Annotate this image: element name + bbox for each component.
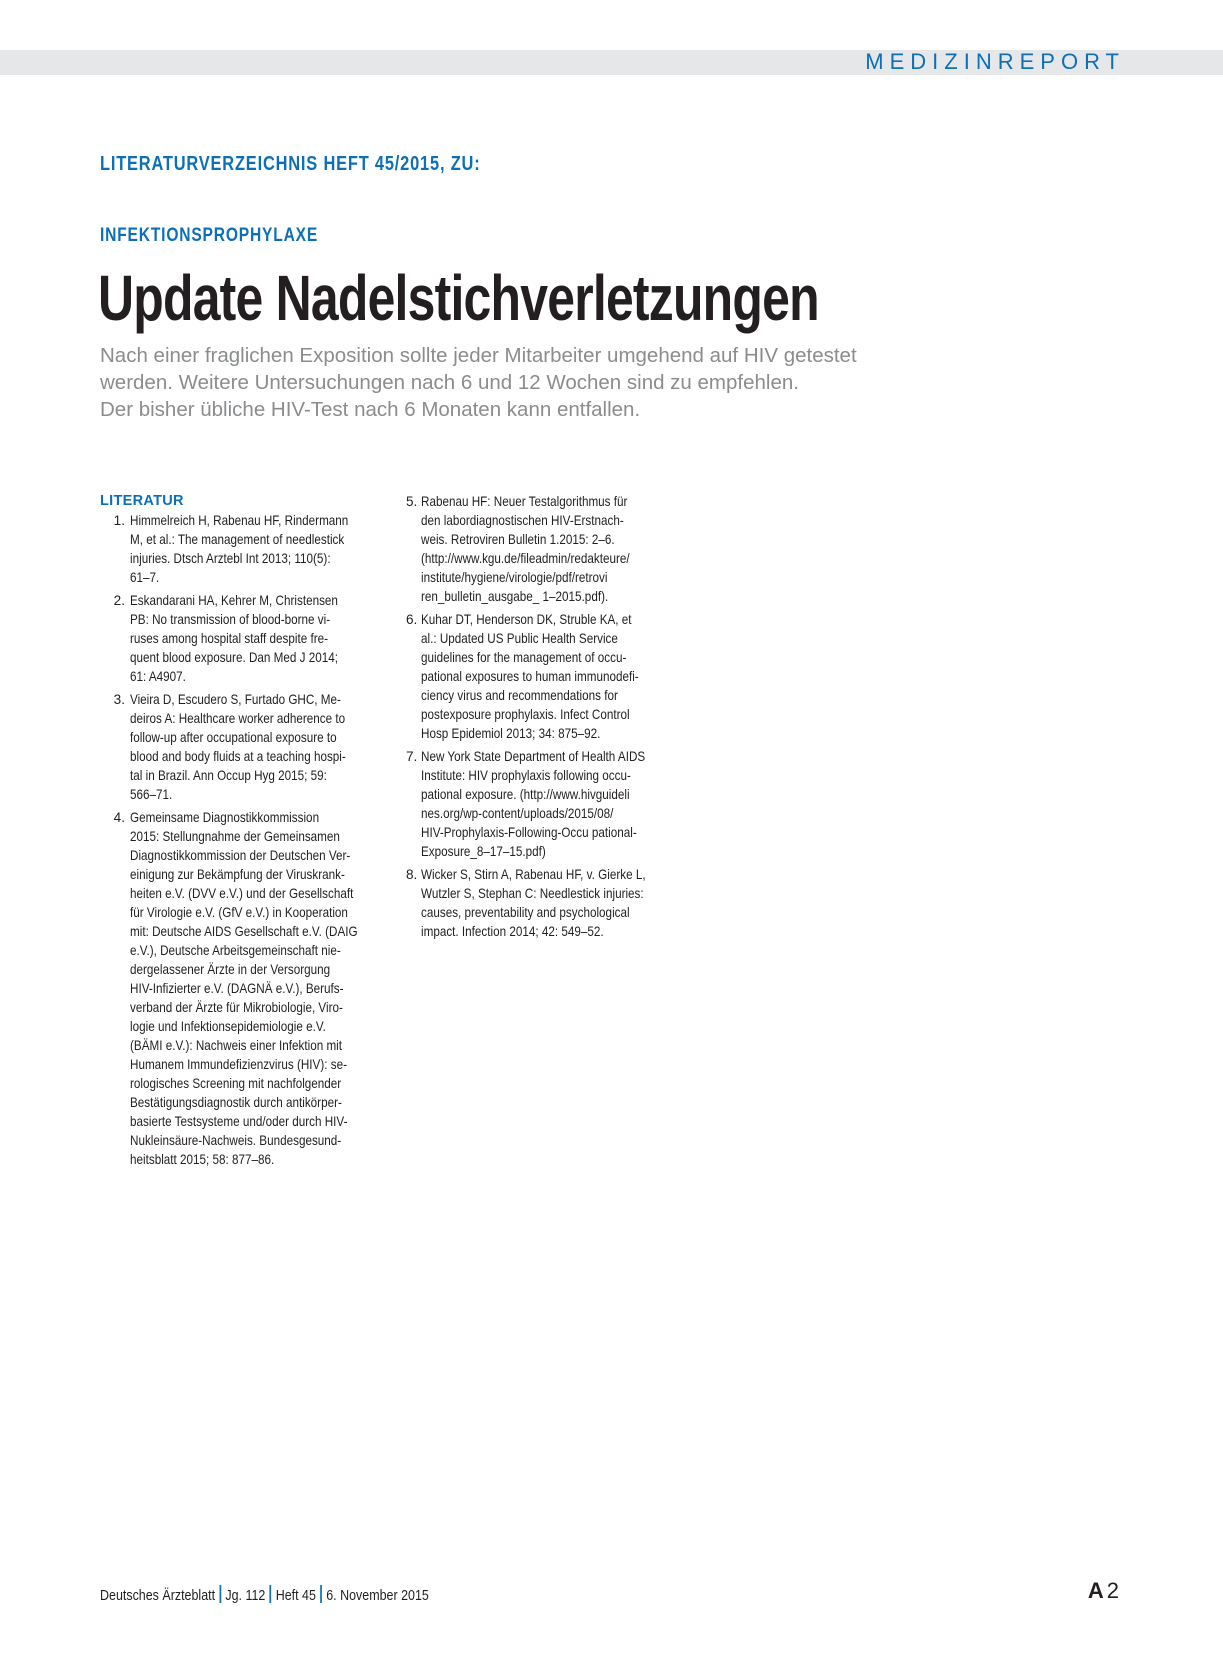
- topic-kicker: INFEKTIONSPROPHYLAXE: [100, 225, 319, 246]
- reference-line: Vieira D, Escudero S, Furtado GHC, Me-: [130, 692, 341, 707]
- reference-line: dergelassener Ärzte in der Versorgung: [130, 962, 331, 977]
- reference-line: Bestätigungsdiagnostik durch antikörper-: [130, 1095, 342, 1110]
- journal-volume: Jg. 112: [225, 1588, 266, 1604]
- reference-text: [421, 492, 696, 606]
- reference-line: ruses among hospital staff despite fre-: [130, 631, 328, 646]
- reference-text: [130, 808, 395, 1169]
- reference-line: nes.org/wp-content/uploads/2015/08/: [421, 806, 614, 821]
- reference-list: [103, 511, 390, 1169]
- reference-line: tal in Brazil. Ann Occup Hyg 2015; 59:: [130, 768, 327, 783]
- reference-number: 6.: [406, 612, 418, 627]
- reference-item: [103, 690, 390, 804]
- reference-line: pational exposure. (http://www.hivguideli: [421, 787, 630, 802]
- reference-number: 3.: [113, 692, 125, 707]
- footer-divider: [320, 1585, 322, 1603]
- reference-line: 2015: Stellungnahme der Gemeinsamen: [130, 829, 340, 844]
- reference-item: [406, 492, 696, 606]
- article-title: Update Nadelstichverletzungen: [98, 262, 819, 334]
- page-number: [1088, 1578, 1119, 1604]
- reference-line: logie und Infektionsepidemiologie e.V.: [130, 1019, 326, 1034]
- journal-name: Deutsches Ärzteblatt: [100, 1588, 216, 1604]
- reference-line: (BÄMI e.V.): Nachweis einer Infektion mit: [130, 1038, 343, 1053]
- reference-line: HIV-Prophylaxis-Following-Occu pational-: [421, 825, 637, 840]
- reference-line: causes, preventability and psychological: [421, 905, 630, 920]
- reference-line: deiros A: Healthcare worker adherence to: [130, 711, 346, 726]
- literature-heading: LITERATUR: [100, 493, 184, 509]
- reference-line: heitsblatt 2015; 58: 877–86.: [130, 1152, 275, 1167]
- reference-list: [406, 492, 696, 941]
- reference-text: [421, 865, 696, 941]
- footer-divider: [270, 1585, 272, 1603]
- reference-line: Diagnostikkommission der Deutschen Ver-: [130, 848, 351, 863]
- reference-text: [130, 591, 390, 686]
- issue-date: 6. November 2015: [326, 1588, 429, 1604]
- reference-line: injuries. Dtsch Arztebl Int 2013; 110(5):: [130, 551, 331, 566]
- reference-line: verband der Ärzte für Mikrobiologie, Viro-: [130, 1000, 343, 1015]
- reference-line: den labordiagnostischen HIV-Erstnach-: [421, 513, 624, 528]
- reference-line: e.V.), Deutsche Arbeitsgemeinschaft nie-: [130, 943, 341, 958]
- reference-line: heiten e.V. (DVV e.V.) und der Gesellschaft: [130, 886, 354, 901]
- lead-line: Der bisher übliche HIV-Test nach 6 Monaten kann entfallen.: [100, 398, 641, 421]
- lead-line: werden. Weitere Untersuchungen nach 6 und 12 Wochen sind zu empfehlen.: [100, 371, 799, 394]
- reference-item: [103, 591, 390, 686]
- reference-line: mit: Deutsche AIDS Gesellschaft e.V. (DAIG: [130, 924, 358, 939]
- reference-line: Eskandarani HA, Kehrer M, Christensen: [130, 593, 338, 608]
- reference-line: quent blood exposure. Dan Med J 2014;: [130, 650, 338, 665]
- reference-line: für Virologie e.V. (GfV e.V.) in Kooperation: [130, 905, 348, 920]
- reference-line: Himmelreich H, Rabenau HF, Rindermann: [130, 513, 349, 528]
- reference-line: weis. Retroviren Bulletin 1.2015: 2–6.: [421, 532, 615, 547]
- reference-line: New York State Department of Health AIDS: [421, 749, 646, 764]
- reference-line: pational exposures to human immunodefi-: [421, 669, 639, 684]
- reference-line: Rabenau HF: Neuer Testalgorithmus für: [421, 494, 628, 509]
- reference-line: Kuhar DT, Henderson DK, Struble KA, et: [421, 612, 632, 627]
- reference-line: 61: A4907.: [130, 669, 186, 684]
- reference-item: [406, 747, 696, 861]
- reference-line: Institute: HIV prophylaxis following occu-: [421, 768, 631, 783]
- reference-number: 1.: [113, 513, 125, 528]
- reference-text: [421, 610, 696, 743]
- footer-divider: [219, 1585, 221, 1603]
- lead-line: Nach einer fraglichen Exposition sollte jeder Mitarbeiter umgehend auf HIV getestet: [100, 344, 857, 367]
- section-label: MEDIZINREPORT: [865, 49, 1125, 74]
- reference-line: Hosp Epidemiol 2013; 34: 875–92.: [421, 726, 601, 741]
- reference-line: postexposure prophylaxis. Infect Control: [421, 707, 630, 722]
- reference-line: PB: No transmission of blood-borne vi-: [130, 612, 331, 627]
- reference-line: Nukleinsäure-Nachweis. Bundesgesund-: [130, 1133, 342, 1148]
- references-column-2: [406, 492, 696, 945]
- reference-item: [406, 865, 696, 941]
- reference-number: 5.: [406, 494, 418, 509]
- reference-text: [130, 690, 390, 804]
- reference-line: Gemeinsame Diagnostikkommission: [130, 810, 320, 825]
- reference-line: guidelines for the management of occu-: [421, 650, 627, 665]
- reference-line: blood and body fluids at a teaching hospi-: [130, 749, 346, 764]
- page-footer: [100, 1585, 429, 1604]
- reference-line: institute/hygiene/virologie/pdf/retrovi: [421, 570, 608, 585]
- reference-item: [103, 511, 390, 587]
- reference-line: HIV-Infizierter e.V. (DAGNÄ e.V.), Berufs-: [130, 981, 344, 996]
- reference-line: basierte Testsysteme und/oder durch HIV-: [130, 1114, 348, 1129]
- reference-number: 4.: [113, 810, 125, 825]
- reference-line: Wutzler S, Stephan C: Needlestick injuries:: [421, 886, 644, 901]
- literature-kicker: LITERATURVERZEICHNIS HEFT 45/2015, ZU:: [100, 153, 481, 175]
- reference-line: rologisches Screening mit nachfolgender: [130, 1076, 342, 1091]
- reference-item: [406, 610, 696, 743]
- journal-issue: Heft 45: [275, 1588, 316, 1604]
- reference-line: M, et al.: The management of needlestick: [130, 532, 345, 547]
- reference-line: 566–71.: [130, 787, 173, 802]
- references-column-1: [100, 492, 390, 1173]
- reference-line: (http://www.kgu.de/fileadmin/redakteure/: [421, 551, 630, 566]
- reference-line: einigung zur Bekämpfung der Viruskrank-: [130, 867, 345, 882]
- reference-line: Wicker S, Stirn A, Rabenau HF, v. Gierke L,: [421, 867, 646, 882]
- article-lead: [100, 342, 980, 423]
- reference-line: 61–7.: [130, 570, 160, 585]
- page-prefix: A: [1087, 1578, 1104, 1603]
- page-number-value: 2: [1106, 1578, 1119, 1603]
- reference-line: follow-up after occupational exposure to: [130, 730, 337, 745]
- reference-text: [130, 511, 390, 587]
- reference-line: Exposure_8–17–15.pdf): [421, 844, 546, 859]
- reference-line: ren_bulletin_ausgabe_ 1–2015.pdf).: [421, 589, 609, 604]
- reference-number: 7.: [406, 749, 418, 764]
- reference-number: 8.: [406, 867, 418, 882]
- reference-line: Humanem Immundefizienzvirus (HIV): se-: [130, 1057, 347, 1072]
- reference-line: al.: Updated US Public Health Service: [421, 631, 618, 646]
- reference-text: [421, 747, 696, 861]
- reference-item: [103, 808, 390, 1169]
- reference-line: impact. Infection 2014; 42: 549–52.: [421, 924, 604, 939]
- reference-line: ciency virus and recommendations for: [421, 688, 618, 703]
- reference-number: 2.: [113, 593, 125, 608]
